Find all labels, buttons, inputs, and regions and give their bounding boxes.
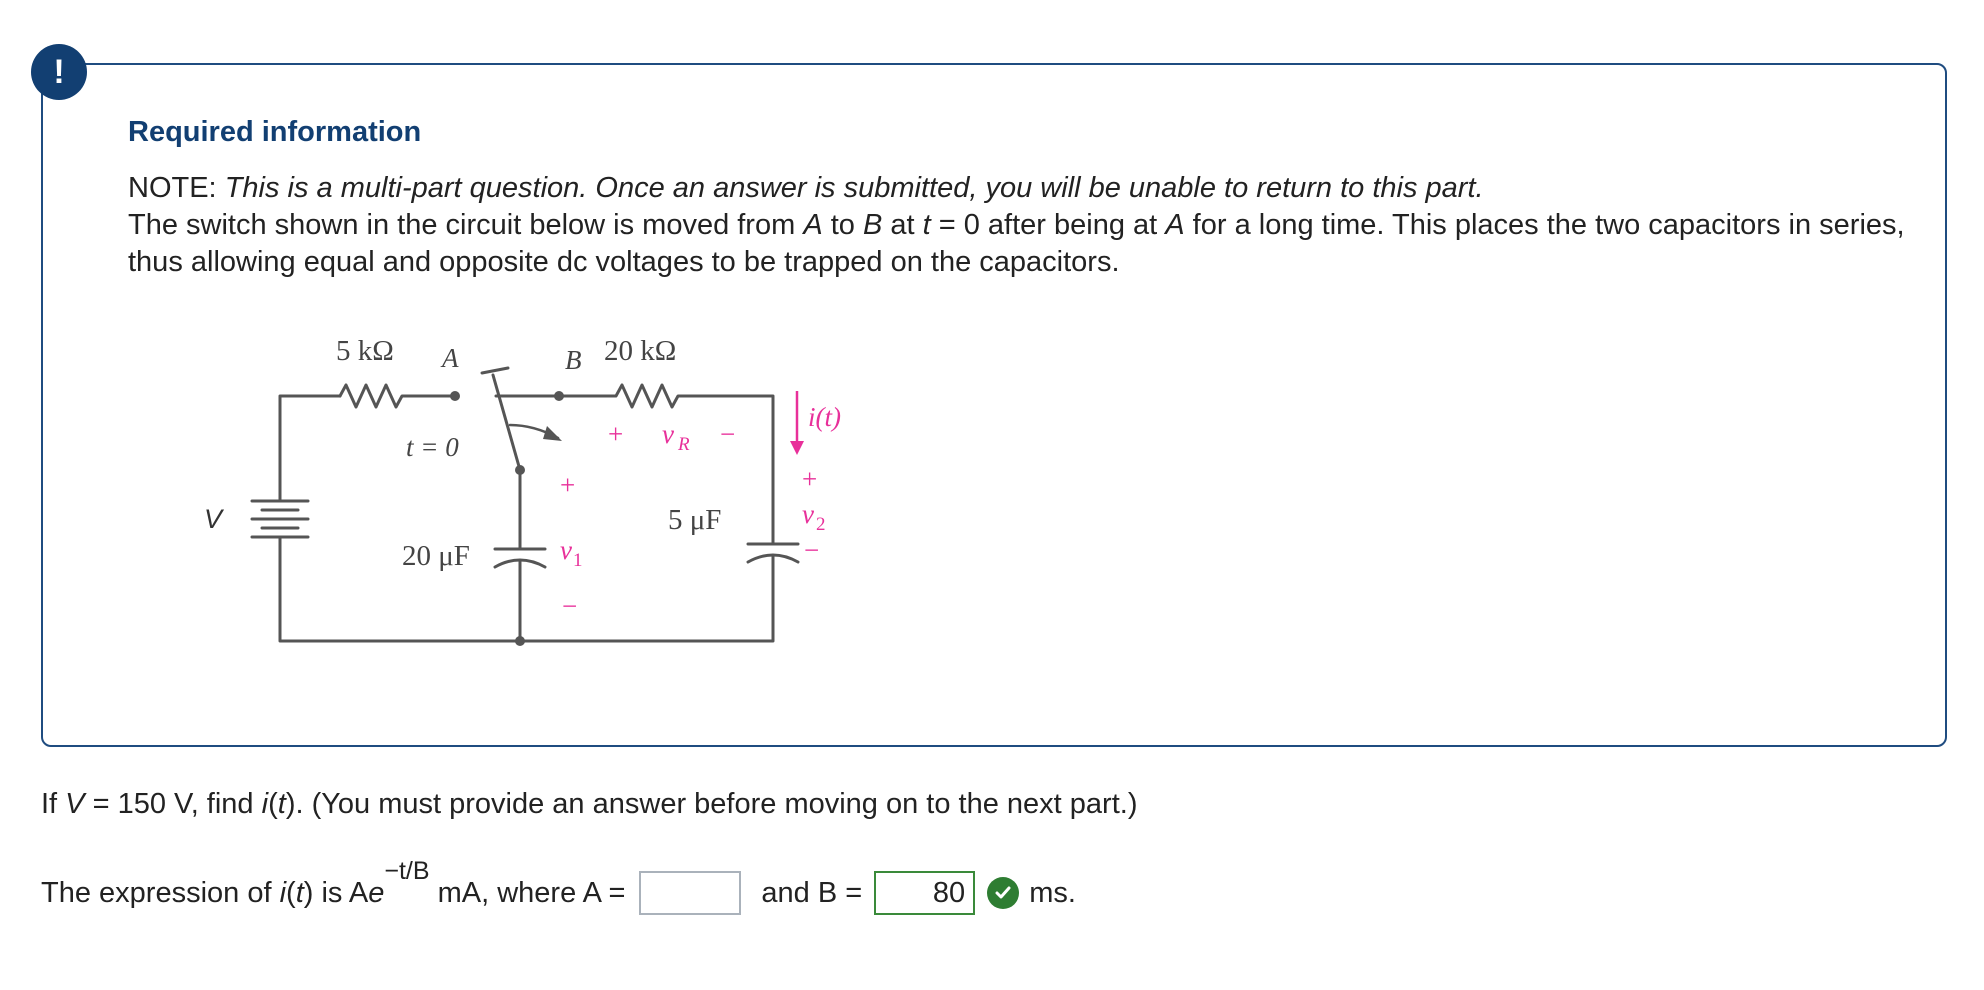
current-arrow-head: [790, 441, 804, 455]
label-vr-minus: −: [720, 419, 736, 449]
question-text: If V = 150 V, find i(t). (You must provide an answer before moving on to the next part.): [41, 788, 1138, 820]
label-current: i(t): [808, 402, 841, 432]
switch-arrow-head: [543, 426, 562, 441]
node-bottom-dot: [515, 636, 525, 646]
answer-b-input[interactable]: [874, 871, 975, 915]
node-b-dot: [554, 391, 564, 401]
node-a-dot: [450, 391, 460, 401]
label-v1: v: [560, 535, 572, 565]
note-label: NOTE:: [128, 172, 217, 204]
info-body: [128, 170, 1918, 281]
answer-units: ms.: [1029, 876, 1076, 909]
answer-a-input[interactable]: [639, 871, 741, 915]
required-info-title: Required information: [128, 116, 422, 148]
circuit-diagram: [190, 323, 890, 663]
answer-and-b-label: and B =: [761, 876, 863, 909]
label-v1-plus: +: [560, 470, 576, 500]
label-node-b: B: [565, 345, 582, 375]
label-v2-minus: −: [804, 535, 820, 565]
label-v1-minus: −: [562, 591, 578, 621]
answer-exponent: −t/B: [384, 856, 430, 885]
problem-statement: The switch shown in the circuit below is moved from A to B at t = 0 after being at A for a long time. This places the two capacitors in series, thus allowing equal and opposite dc voltages to be trapped on the capacitors.: [128, 209, 1905, 278]
label-vr: v: [662, 419, 674, 449]
label-v2-plus: +: [802, 464, 818, 494]
label-source: V: [204, 504, 223, 534]
label-switch-time: t = 0: [406, 432, 459, 462]
label-vr-plus: +: [608, 419, 624, 449]
answer-row: [41, 856, 1076, 921]
label-c1: 20 μF: [402, 540, 470, 572]
label-vr-sub: R: [678, 434, 690, 455]
answer-prefix: The expression of i(t) is $Ae^{-t/B}$ mA, where A =: [41, 856, 626, 909]
node-mid-dot: [515, 465, 525, 475]
label-r1: 5 kΩ: [336, 335, 394, 367]
alert-icon: !: [31, 44, 87, 100]
note-line: [128, 170, 1918, 207]
note-text: This is a multi-part question. Once an answer is submitted, you will be unable to return to this part.: [224, 172, 1484, 204]
label-v2: v: [802, 499, 814, 529]
label-v2-sub: 2: [816, 514, 826, 535]
check-circle-icon: [987, 877, 1019, 909]
label-node-a: A: [442, 343, 459, 373]
label-c2: 5 μF: [668, 504, 722, 536]
label-r2: 20 kΩ: [604, 335, 677, 367]
label-v1-sub: 1: [573, 550, 583, 571]
